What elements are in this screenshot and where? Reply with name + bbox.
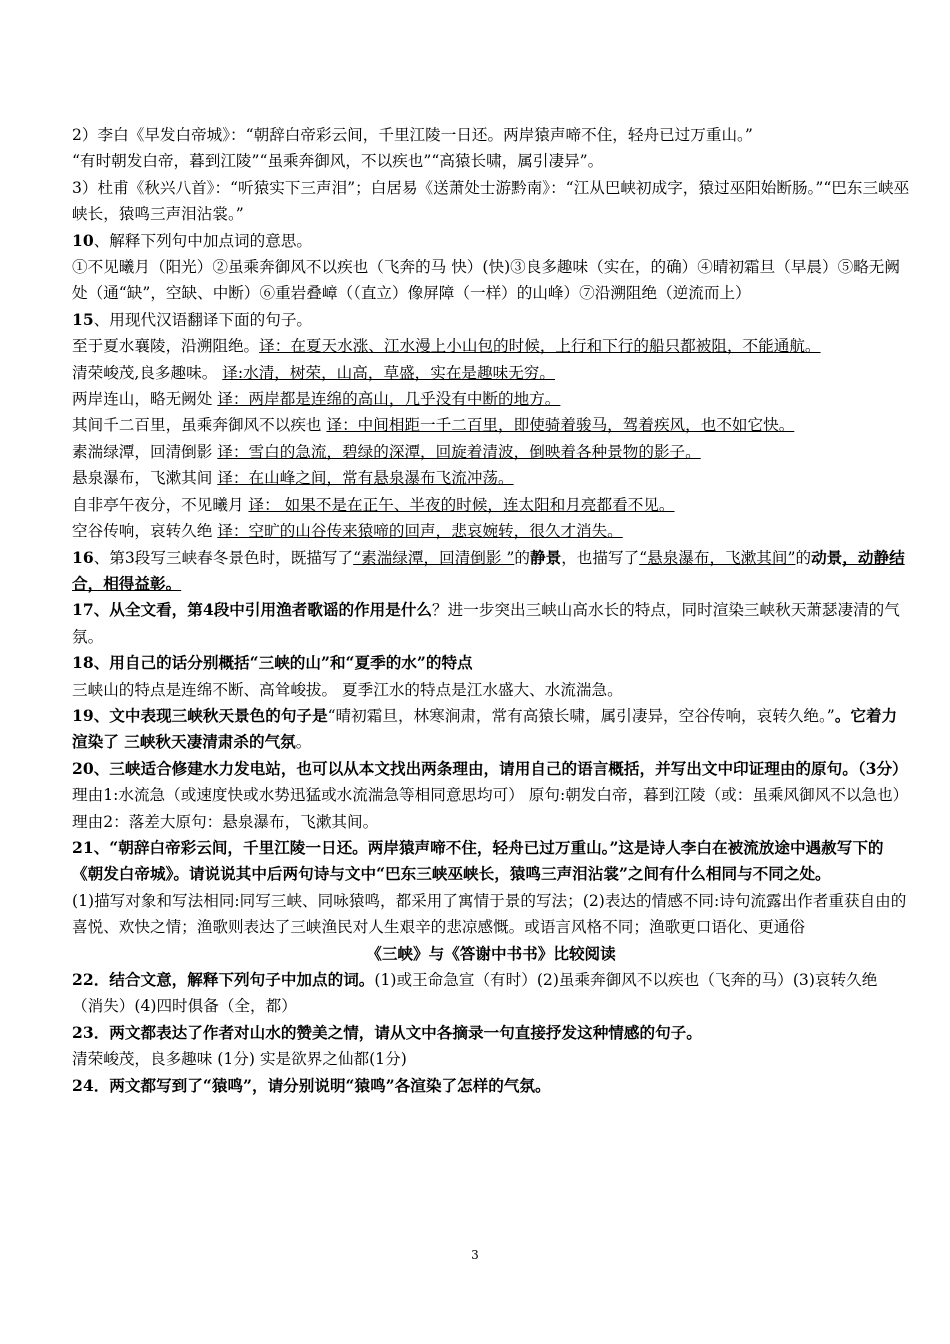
text-segment: 译：两岸都是连绵的高山，几乎没有中断的地方。 xyxy=(217,390,561,409)
text-segment: 。 xyxy=(295,733,312,752)
text-segment: 、用现代汉语翻译下面的句子。 xyxy=(93,310,313,329)
document-line xyxy=(72,228,910,254)
document-line xyxy=(72,175,910,228)
text-segment: “有时朝发白帝，暮到江陵”“虽乘奔御风，不以疾也”“高猿长啸，属引凄异”。 xyxy=(72,152,604,171)
text-segment: “悬泉瀑布，飞漱其间” xyxy=(639,548,796,567)
text-segment: 2）李白《早发白帝城》：“朝辞白帝彩云间，千里江陵一日还。两岸猿声啼不住，轻舟已过万重山。” xyxy=(72,126,753,144)
text-segment: 译：在山峰之间，常有悬泉瀑布飞流冲荡。 xyxy=(217,469,514,488)
document-line xyxy=(72,386,910,412)
text-segment: 。它着力渲染了 xyxy=(72,705,898,752)
text-segment: 自非亭午夜分，不见曦月 xyxy=(72,495,249,514)
text-segment: 译：在夏天水涨、江水漫上小山包的时候，上行和下行的船只都被阻，不能通航。 xyxy=(259,337,821,356)
document-line xyxy=(72,360,910,386)
text-segment: 三峡秋天凄清肃杀的气氛 xyxy=(118,732,296,752)
document-line xyxy=(72,307,910,333)
text-segment: 理由2：落差大原句：悬泉瀑布，飞漱其间。 xyxy=(72,812,379,831)
text-segment: 译： 如果不是在正午、半夜的时候，连太阳和月亮都看不见。 xyxy=(248,495,675,514)
text-segment: 至于夏水襄陵，沿溯阻绝。 xyxy=(72,337,260,356)
document-line xyxy=(72,545,910,598)
text-segment: 理由1:水流急（或速度快或水势迅猛或水流湍急等相同意思均可） 原句:朝发白帝，暮到江陵（或：虽乘风御风不以急也） xyxy=(72,786,909,805)
document-line xyxy=(72,809,910,835)
text-segment: 20、三峡适合修建水力发电站，也可以从本文找出两条理由，请用自己的语言概括，并写出文中印证理由的原句。（3分） xyxy=(72,758,908,778)
document-line xyxy=(72,597,910,650)
text-segment: 译：空旷的山谷传来猿啼的回声，悲哀婉转，很久才消失。 xyxy=(217,522,623,541)
document-line xyxy=(72,492,910,518)
text-segment: 17、从全文看，第4段中引用渔者歌谣的作用是什么 xyxy=(72,600,433,620)
document-line xyxy=(72,518,910,544)
document-line xyxy=(72,967,910,1020)
text-segment: 动景 xyxy=(811,547,843,567)
document-line xyxy=(72,254,910,307)
text-segment: ，动静结合，相得益彰。 xyxy=(72,547,905,593)
text-segment: 19、文中表现三峡秋天景色的句子是 xyxy=(72,705,328,725)
text-segment: 两岸连山，略无阙处 xyxy=(72,390,218,409)
document-body xyxy=(72,122,910,1099)
text-segment: ？进一步突出三峡山高水长的特点，同时渲染三峡秋天萧瑟凄清的气氛。 xyxy=(72,601,900,646)
text-segment: 素湍绿潭，回清倒影 xyxy=(72,442,218,461)
document-line xyxy=(72,835,910,888)
document-line xyxy=(72,122,910,148)
text-segment: 清荣峻茂,良多趣味。 xyxy=(72,363,223,382)
text-segment: 静景 xyxy=(529,547,562,567)
text-segment: 21、“朝辞白帝彩云间，千里江陵一日还。两岸猿声啼不住，轻舟已过万重山。”这是诗人李白在被流放途中遇赦写下的《朝发白帝城》。请说说其中后两句诗与文中“巴东三峡巫峡长，猿鸣三声泪沾裳”之间有什么相同与不同之处。 xyxy=(72,837,884,884)
text-segment: ，也描写了 xyxy=(561,548,640,567)
text-segment: 三峡山的特点是连绵不断、高耸峻拔。 夏季江水的特点是江水盛大、水流湍急。 xyxy=(72,680,623,699)
document-line xyxy=(72,782,910,808)
text-segment: 、解释下列句中加点词的意思。 xyxy=(93,231,313,250)
document-line xyxy=(72,465,910,491)
document-line xyxy=(72,677,910,703)
text-segment: 3）杜甫《秋兴八首》：“听猿实下三声泪”；白居易《送萧处士游黔南》：“江从巴峡初成字，猿过巫阳始断肠。”“巴东三峡巫峡长，猿鸣三声泪沾裳。” xyxy=(72,178,910,224)
text-segment: 的 xyxy=(795,548,812,567)
document-line xyxy=(72,650,910,676)
text-segment: 悬泉瀑布，飞漱其间 xyxy=(72,469,218,488)
text-segment: 空谷传响，哀转久绝 xyxy=(72,522,218,541)
document-line xyxy=(72,1073,910,1099)
section-heading xyxy=(72,941,910,967)
text-segment: (1)描写对象和写法相同:同写三峡、同咏猿鸣，都采用了寓情于景的写法；(2)表达的情感不同:诗句流露出作者重获自由的喜悦、欢快之情；渔歌则表达了三峡渔民对人生艰辛的悲凉感慨。或语言风格不同；渔歌更口语化、更通俗 xyxy=(72,891,907,937)
document-line xyxy=(72,1046,910,1072)
text-segment: 译:水清，树荣，山高，草盛，实在是趣味无穷。 xyxy=(222,363,555,382)
text-segment: (1)或王命急宣（有时）(2)虽乘奔御风不以疾也（飞奔的马）(3)哀转久绝 （消失）(4)四时俱备（全，都） xyxy=(72,971,878,1016)
document-line xyxy=(72,1020,910,1046)
text-segment: 15 xyxy=(72,309,94,329)
text-segment: 16 xyxy=(72,547,94,567)
text-segment: 、第3段写三峡春冬景色时，既描写了 xyxy=(93,548,354,567)
document-line xyxy=(72,756,910,782)
text-segment: 译：雪白的急流，碧绿的深潭，回旋着清波，倒映着各种景物的影子。 xyxy=(217,442,701,461)
text-segment: 《三峡》与《答谢中书书》比较阅读 xyxy=(366,943,616,963)
text-segment: 24．两文都写到了“猿鸣”，请分别说明“猿鸣”各渲染了怎样的气氛。 xyxy=(72,1075,551,1095)
text-segment: “晴初霜旦，林寒涧肃，常有高猿长啸，属引凄异，空谷传响，哀转久绝。” xyxy=(327,706,835,725)
text-segment: 译：中间相距一千二百里，即使骑着骏马，驾着疾风，也不如它快。 xyxy=(326,416,795,435)
document-line xyxy=(72,703,910,756)
document-line xyxy=(72,439,910,465)
text-segment: 清荣峻茂，良多趣味 (1分) 实是欲界之仙都(1分) xyxy=(72,1050,407,1069)
text-segment: 10 xyxy=(72,230,94,250)
page-number: 3 xyxy=(471,1248,479,1262)
text-segment: 22．结合文意，解释下列句子中加点的词。 xyxy=(72,970,375,989)
document-line xyxy=(72,412,910,438)
document-line xyxy=(72,333,910,359)
text-segment: ①不见曦月（阳光）②虽乘奔御风不以疾也（飞奔的马 快）(快)③良多趣味（实在，的确）④晴初霜旦（早晨）⑤略无阙处（通“缺”，空缺、中断）⑥重岩叠嶂（（直立）像屏障（一样）的山峰）⑦沿溯阻绝（逆流而上） xyxy=(72,258,900,303)
text-segment: “素湍绿潭，回清倒影 ” xyxy=(353,548,515,567)
text-segment: 的 xyxy=(514,548,530,567)
text-segment: 23．两文都表达了作者对山水的赞美之情，请从文中各摘录一句直接抒发这种情感的句子。 xyxy=(72,1022,702,1042)
document-line xyxy=(72,888,910,941)
text-segment: 其间千二百里，虽乘奔御风不以疾也 xyxy=(72,416,327,435)
document-line xyxy=(72,148,910,174)
text-segment: 18、用自己的话分别概括“三峡的山”和“夏季的水”的特点 xyxy=(72,653,473,673)
